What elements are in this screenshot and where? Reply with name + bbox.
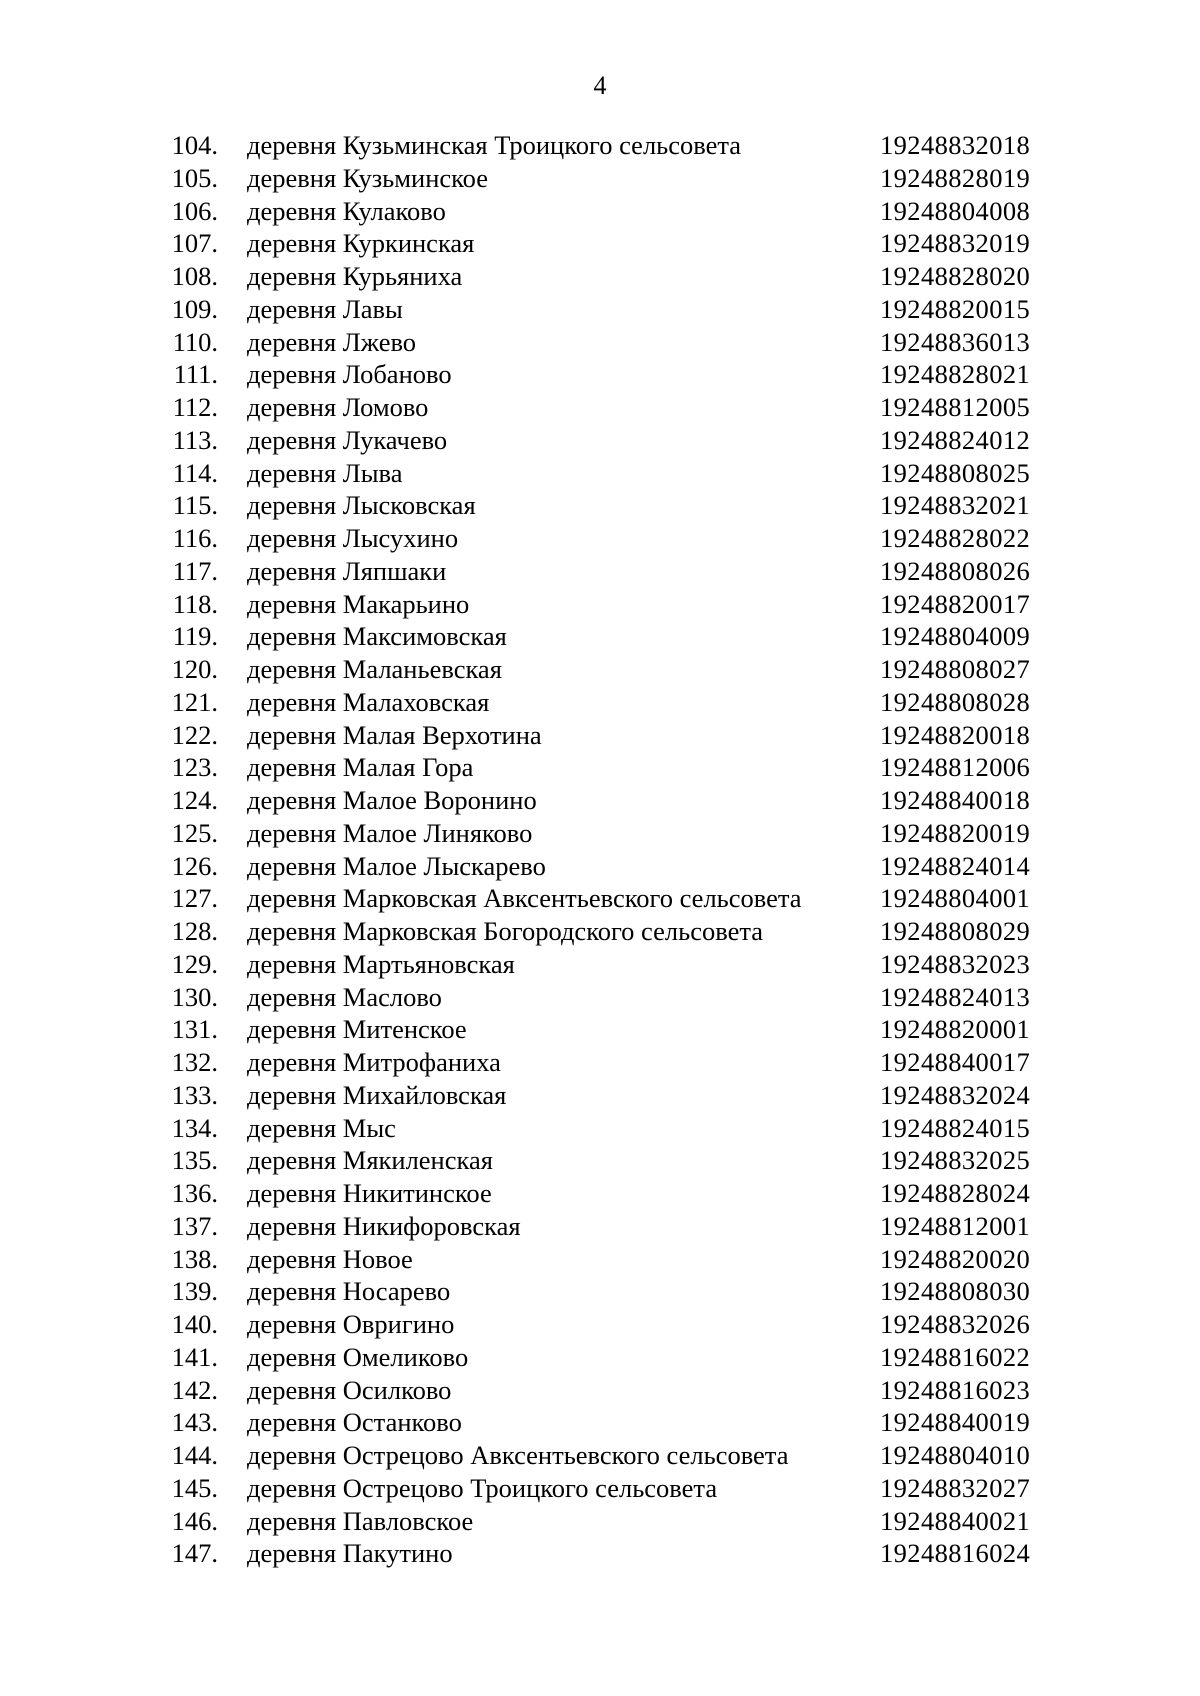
oktmo-code: 19248808026 (880, 555, 1031, 586)
list-item (0, 260, 1200, 293)
list-item (0, 1177, 1200, 1210)
oktmo-code: 19248808025 (880, 457, 1031, 488)
list-item (0, 162, 1200, 195)
settlement-name: деревня Лысухино (247, 523, 459, 553)
item-number: 133. (171, 1079, 218, 1110)
list-item (0, 457, 1200, 490)
oktmo-code: 19248804010 (880, 1440, 1031, 1470)
oktmo-code: 19248812006 (880, 752, 1031, 783)
settlement-name: деревня Малая Верхотина (247, 719, 542, 750)
oktmo-code: 19248840018 (880, 785, 1031, 815)
item-number: 144. (171, 1440, 218, 1470)
item-number: 105. (171, 162, 218, 193)
oktmo-code: 19248816023 (880, 1374, 1031, 1405)
item-number: 118. (172, 588, 218, 619)
list-item (0, 882, 1200, 915)
list-item (0, 195, 1200, 228)
list-item (0, 948, 1200, 981)
item-number: 108. (171, 261, 218, 291)
list-item (0, 784, 1200, 817)
list-item (0, 1537, 1200, 1570)
settlement-name: деревня Малое Воронино (247, 785, 537, 815)
settlement-name: деревня Мартьяновская (247, 948, 515, 979)
settlement-name: деревня Осилково (247, 1374, 452, 1405)
item-number: 113. (172, 424, 218, 455)
list-item (0, 293, 1200, 326)
item-number: 134. (171, 1112, 218, 1143)
list-item (0, 1275, 1200, 1308)
settlement-name: деревня Новое (247, 1243, 413, 1274)
oktmo-code: 19248820020 (880, 1243, 1031, 1274)
oktmo-code: 19248804008 (880, 195, 1031, 226)
list-item (0, 129, 1200, 162)
list-item (0, 1210, 1200, 1243)
settlement-name: деревня Носарево (247, 1276, 451, 1307)
list-item (0, 489, 1200, 522)
settlement-name: деревня Маслово (247, 981, 442, 1012)
item-number: 142. (171, 1374, 218, 1405)
item-number: 112. (172, 392, 218, 422)
list-item (0, 1374, 1200, 1407)
oktmo-code: 19248808030 (880, 1276, 1031, 1307)
settlement-list (0, 129, 1200, 1570)
oktmo-code: 19248820015 (880, 293, 1031, 324)
list-item (0, 850, 1200, 883)
settlement-name: деревня Куркинская (247, 228, 475, 259)
item-number: 125. (171, 817, 218, 848)
oktmo-code: 19248832023 (880, 948, 1031, 979)
settlement-name: деревня Лукачево (247, 424, 448, 455)
list-item (0, 1308, 1200, 1341)
settlement-name: деревня Максимовская (247, 621, 507, 652)
list-item (0, 1472, 1200, 1505)
list-item (0, 555, 1200, 588)
oktmo-code: 19248812001 (880, 1210, 1031, 1241)
settlement-name: деревня Ломово (247, 392, 429, 422)
settlement-name: деревня Митенское (247, 1014, 467, 1045)
oktmo-code: 19248832021 (880, 490, 1031, 521)
settlement-name: деревня Пакутино (247, 1538, 453, 1569)
item-number: 147. (171, 1538, 218, 1569)
settlement-name: деревня Митрофаниха (247, 1047, 501, 1077)
settlement-name: деревня Мыс (247, 1112, 396, 1143)
list-item (0, 391, 1200, 424)
list-item (0, 620, 1200, 653)
oktmo-code: 19248832025 (880, 1145, 1031, 1176)
list-item (0, 817, 1200, 850)
list-item (0, 719, 1200, 752)
oktmo-code: 19248832024 (880, 1079, 1031, 1110)
settlement-name: деревня Маланьевская (247, 654, 502, 684)
item-number: 129. (171, 948, 218, 979)
item-number: 137. (171, 1210, 218, 1241)
oktmo-code: 19248820017 (880, 588, 1031, 619)
settlement-name: деревня Марковская Богородского сельсовета (247, 916, 764, 946)
settlement-name: деревня Михайловская (247, 1079, 507, 1110)
settlement-name: деревня Лжево (247, 326, 417, 357)
settlement-name: деревня Малое Линяково (247, 817, 533, 848)
oktmo-code: 19248824014 (880, 850, 1031, 881)
item-number: 141. (171, 1341, 218, 1372)
oktmo-code: 19248824013 (880, 981, 1031, 1012)
page-number: 4 (593, 71, 607, 100)
settlement-name: деревня Малаховская (247, 686, 490, 717)
settlement-name: деревня Макарьино (247, 588, 470, 619)
list-item (0, 358, 1200, 391)
list-item (0, 1079, 1200, 1112)
oktmo-code: 19248840017 (880, 1047, 1031, 1077)
item-number: 143. (171, 1407, 218, 1438)
item-number: 111. (173, 359, 218, 390)
item-number: 130. (171, 981, 218, 1012)
item-number: 128. (171, 916, 218, 946)
item-number: 131. (171, 1014, 218, 1045)
settlement-name: деревня Курьяниха (247, 261, 463, 291)
item-number: 145. (171, 1472, 218, 1503)
item-number: 110. (172, 326, 218, 357)
item-number: 135. (171, 1145, 218, 1176)
list-item (0, 1439, 1200, 1472)
oktmo-code: 19248808027 (880, 654, 1031, 684)
settlement-name: деревня Ляпшаки (247, 555, 447, 586)
item-number: 116. (172, 523, 218, 553)
item-number: 106. (171, 195, 218, 226)
oktmo-code: 19248824015 (880, 1112, 1031, 1143)
oktmo-code: 19248820019 (880, 817, 1031, 848)
item-number: 115. (172, 490, 218, 521)
item-number: 107. (171, 228, 218, 259)
oktmo-code: 19248828022 (880, 523, 1031, 553)
oktmo-code: 19248820018 (880, 719, 1031, 750)
item-number: 120. (171, 654, 218, 684)
list-item (0, 1505, 1200, 1538)
oktmo-code: 19248832019 (880, 228, 1031, 259)
settlement-name: деревня Малое Лыскарево (247, 850, 546, 881)
item-number: 119. (172, 621, 218, 652)
list-item (0, 522, 1200, 555)
list-item (0, 1406, 1200, 1439)
list-item (0, 1243, 1200, 1276)
item-number: 126. (171, 850, 218, 881)
item-number: 140. (171, 1309, 218, 1339)
list-item (0, 653, 1200, 686)
settlement-name: деревня Острецово Троицкого сельсовета (247, 1472, 718, 1503)
list-item (0, 686, 1200, 719)
oktmo-code: 19248840021 (880, 1505, 1031, 1536)
settlement-name: деревня Кузьминская Троицкого сельсовета (247, 130, 742, 160)
oktmo-code: 19248804009 (880, 621, 1031, 652)
oktmo-code: 19248816022 (880, 1341, 1031, 1372)
list-item (0, 1112, 1200, 1145)
oktmo-code: 19248808028 (880, 686, 1031, 717)
item-number: 104. (171, 130, 218, 160)
item-number: 109. (171, 293, 218, 324)
oktmo-code: 19248820001 (880, 1014, 1031, 1045)
settlement-name: деревня Кулаково (247, 195, 446, 226)
oktmo-code: 19248828021 (880, 359, 1031, 390)
item-number: 127. (171, 883, 218, 914)
list-item (0, 227, 1200, 260)
oktmo-code: 19248832018 (880, 130, 1031, 160)
oktmo-code: 19248816024 (880, 1538, 1031, 1569)
item-number: 132. (171, 1047, 218, 1077)
oktmo-code: 19248828020 (880, 261, 1031, 291)
list-item (0, 424, 1200, 457)
oktmo-code: 19248824012 (880, 424, 1031, 455)
oktmo-code: 19248828019 (880, 162, 1031, 193)
settlement-name: деревня Павловское (247, 1505, 474, 1536)
settlement-name: деревня Малая Гора (247, 752, 474, 783)
settlement-name: деревня Кузьминское (247, 162, 489, 193)
settlement-name: деревня Омеликово (247, 1341, 469, 1372)
list-item (0, 1144, 1200, 1177)
item-number: 123. (171, 752, 218, 783)
list-item (0, 1046, 1200, 1079)
list-item (0, 1013, 1200, 1046)
item-number: 136. (171, 1178, 218, 1208)
oktmo-code: 19248832027 (880, 1472, 1031, 1503)
list-item (0, 1341, 1200, 1374)
list-item (0, 915, 1200, 948)
oktmo-code: 19248840019 (880, 1407, 1031, 1438)
settlement-name: деревня Лавы (247, 293, 403, 324)
list-item (0, 326, 1200, 359)
oktmo-code: 19248832026 (880, 1309, 1031, 1339)
item-number: 138. (171, 1243, 218, 1274)
settlement-name: деревня Марковская Авксентьевского сельсовета (247, 883, 802, 914)
list-item (0, 981, 1200, 1014)
settlement-name: деревня Никифоровская (247, 1210, 521, 1241)
oktmo-code: 19248828024 (880, 1178, 1031, 1208)
oktmo-code: 19248804001 (880, 883, 1031, 914)
item-number: 121. (171, 686, 218, 717)
list-item (0, 588, 1200, 621)
settlement-name: деревня Лысковская (247, 490, 476, 521)
item-number: 124. (171, 785, 218, 815)
settlement-name: деревня Останково (247, 1407, 462, 1438)
item-number: 122. (171, 719, 218, 750)
list-item (0, 751, 1200, 784)
settlement-name: деревня Овригино (247, 1309, 455, 1339)
item-number: 114. (172, 457, 218, 488)
oktmo-code: 19248808029 (880, 916, 1031, 946)
item-number: 117. (172, 555, 218, 586)
settlement-name: деревня Лыва (247, 457, 403, 488)
settlement-name: деревня Мякиленская (247, 1145, 493, 1176)
settlement-name: деревня Никитинское (247, 1178, 492, 1208)
item-number: 146. (171, 1505, 218, 1536)
oktmo-code: 19248812005 (880, 392, 1031, 422)
settlement-name: деревня Лобаново (247, 359, 452, 390)
oktmo-code: 19248836013 (880, 326, 1031, 357)
settlement-name: деревня Острецово Авксентьевского сельсовета (247, 1440, 789, 1470)
item-number: 139. (171, 1276, 218, 1307)
